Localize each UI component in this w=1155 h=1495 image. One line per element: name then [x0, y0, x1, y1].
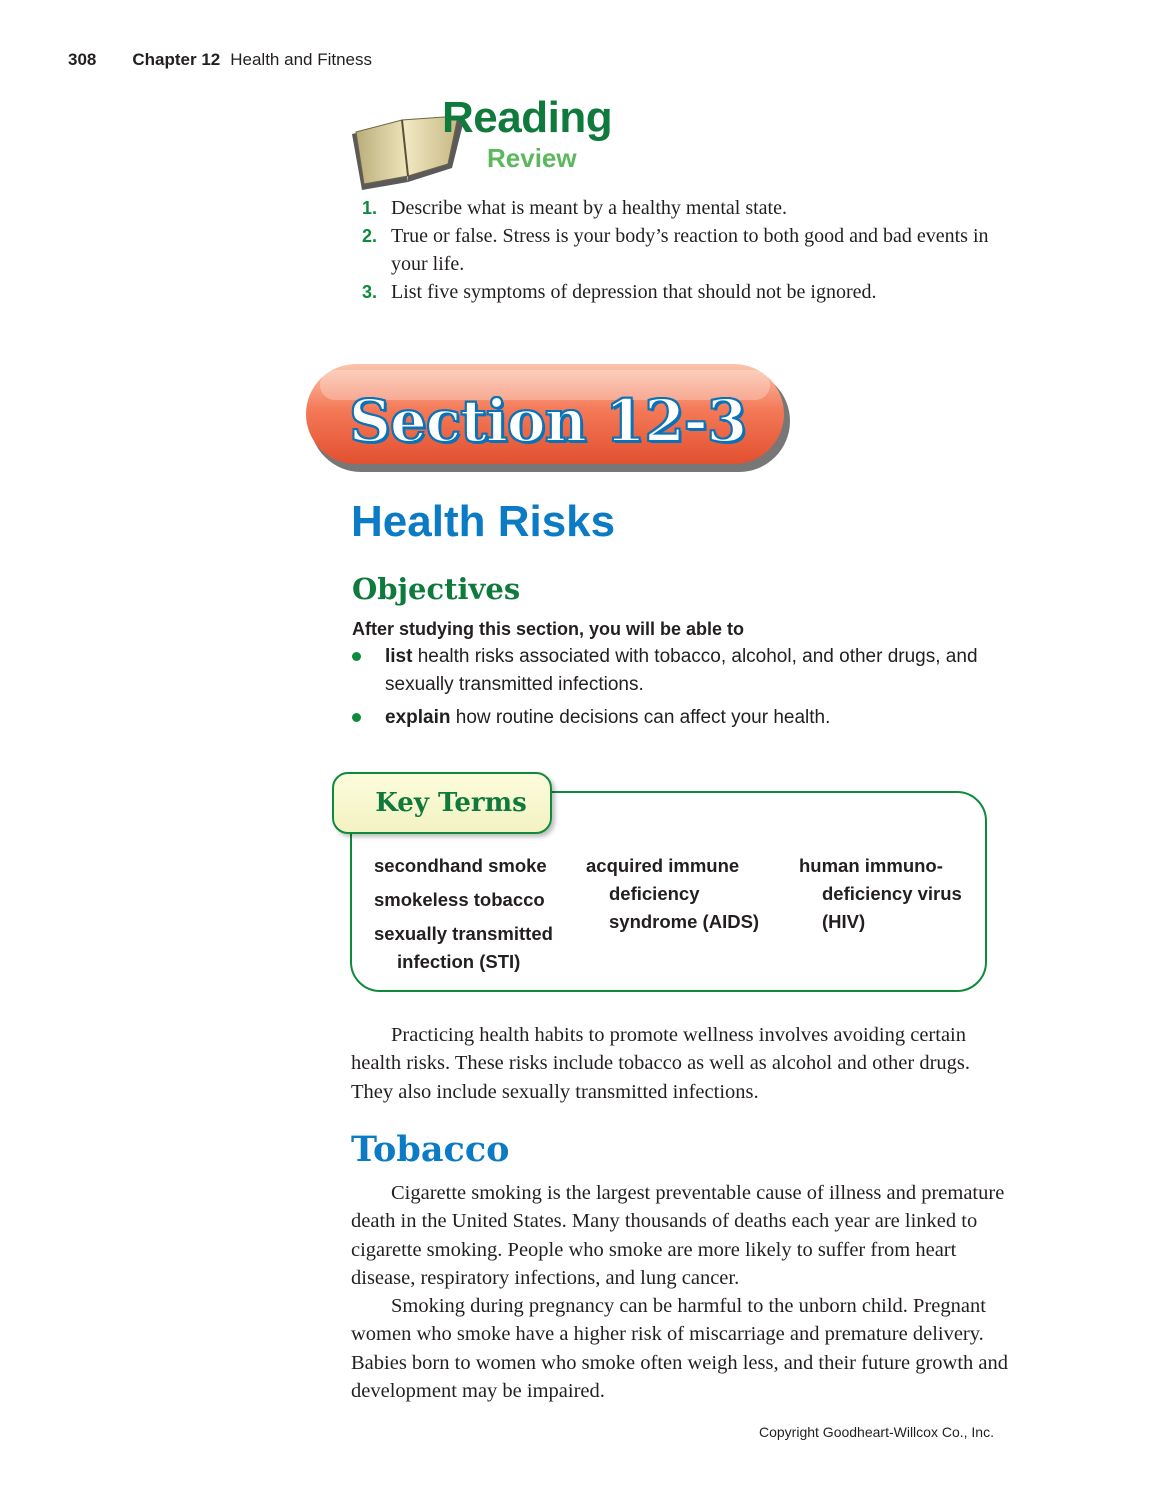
list-item — [362, 194, 1002, 222]
page-number: 308 — [68, 50, 97, 69]
objectives-heading: Objectives — [352, 572, 521, 606]
item-number: 3. — [362, 282, 378, 302]
list-item — [352, 643, 1012, 699]
objective-verb: list — [385, 646, 413, 667]
key-terms-column-3 — [799, 852, 984, 942]
tobacco-paragraph-2: Smoking during pregnancy can be harmful to the unborn child. Pregnant women who smoke have a higher risk of miscarriage and premature delivery. Babies born to women who smoke often weigh less, and their future growth and development may be impaired. — [351, 1295, 1009, 1402]
reading-review-title: Reading — [442, 93, 613, 142]
key-terms-column-2 — [586, 852, 791, 942]
key-term: human immuno- deficiency virus (HIV) — [799, 855, 962, 932]
key-terms-column-1 — [374, 852, 579, 982]
list-item — [362, 278, 1002, 306]
bullet-icon — [352, 713, 361, 722]
objective-verb: explain — [385, 707, 451, 728]
section-label — [306, 383, 792, 459]
reading-review-subtitle: Review — [487, 143, 577, 173]
bullet-icon — [352, 652, 361, 661]
objective-text: how routine decisions can affect your health. — [450, 707, 831, 728]
section-number: Section 12-3 — [349, 387, 747, 455]
running-header — [68, 50, 372, 70]
item-number: 1. — [362, 198, 378, 218]
item-number: 2. — [362, 226, 378, 246]
item-text: True or false. Stress is your body’s reaction to both good and bad events in your life. — [391, 225, 989, 275]
objectives-list — [352, 643, 1012, 737]
tobacco-heading: Tobacco — [351, 1129, 510, 1170]
reading-review-list — [362, 194, 1002, 306]
key-term: sexually transmitted infection (STI) — [374, 923, 553, 972]
list-item — [352, 704, 1012, 732]
key-term: acquired immune deficiency syndrome (AIDS) — [586, 855, 760, 932]
objectives-intro: After studying this section, you will be able to — [352, 619, 745, 639]
list-item — [362, 222, 1002, 278]
copyright-notice: Copyright Goodheart-Willcox Co., Inc. — [759, 1424, 994, 1440]
chapter-title: Health and Fitness — [230, 50, 372, 69]
key-term: smokeless tobacco — [374, 889, 545, 910]
tobacco-paragraph-1: Cigarette smoking is the largest preventable cause of illness and premature death in the United States. Many thousands of deaths each year are linked to cigarette smoking. People who smoke are more likely to suffer from heart disease, respiratory infections, and lung cancer. — [351, 1182, 1005, 1289]
item-text: List five symptoms of depression that should not be ignored. — [391, 281, 877, 303]
item-text: Describe what is meant by a healthy mental state. — [391, 197, 787, 219]
key-term: secondhand smoke — [374, 855, 547, 876]
key-terms-heading: Key Terms — [375, 788, 527, 818]
chapter-label: Chapter 12 — [132, 50, 221, 69]
page-title: Health Risks — [351, 497, 616, 546]
intro-paragraph: Practicing health habits to promote wellness involves avoiding certain health risks. These risks include tobacco as well as alcohol and other drugs. They also include sexually transmitted infections. — [351, 1024, 971, 1103]
objective-text: health risks associated with tobacco, alcohol, and other drugs, and sexually transmitted infections. — [385, 646, 978, 695]
